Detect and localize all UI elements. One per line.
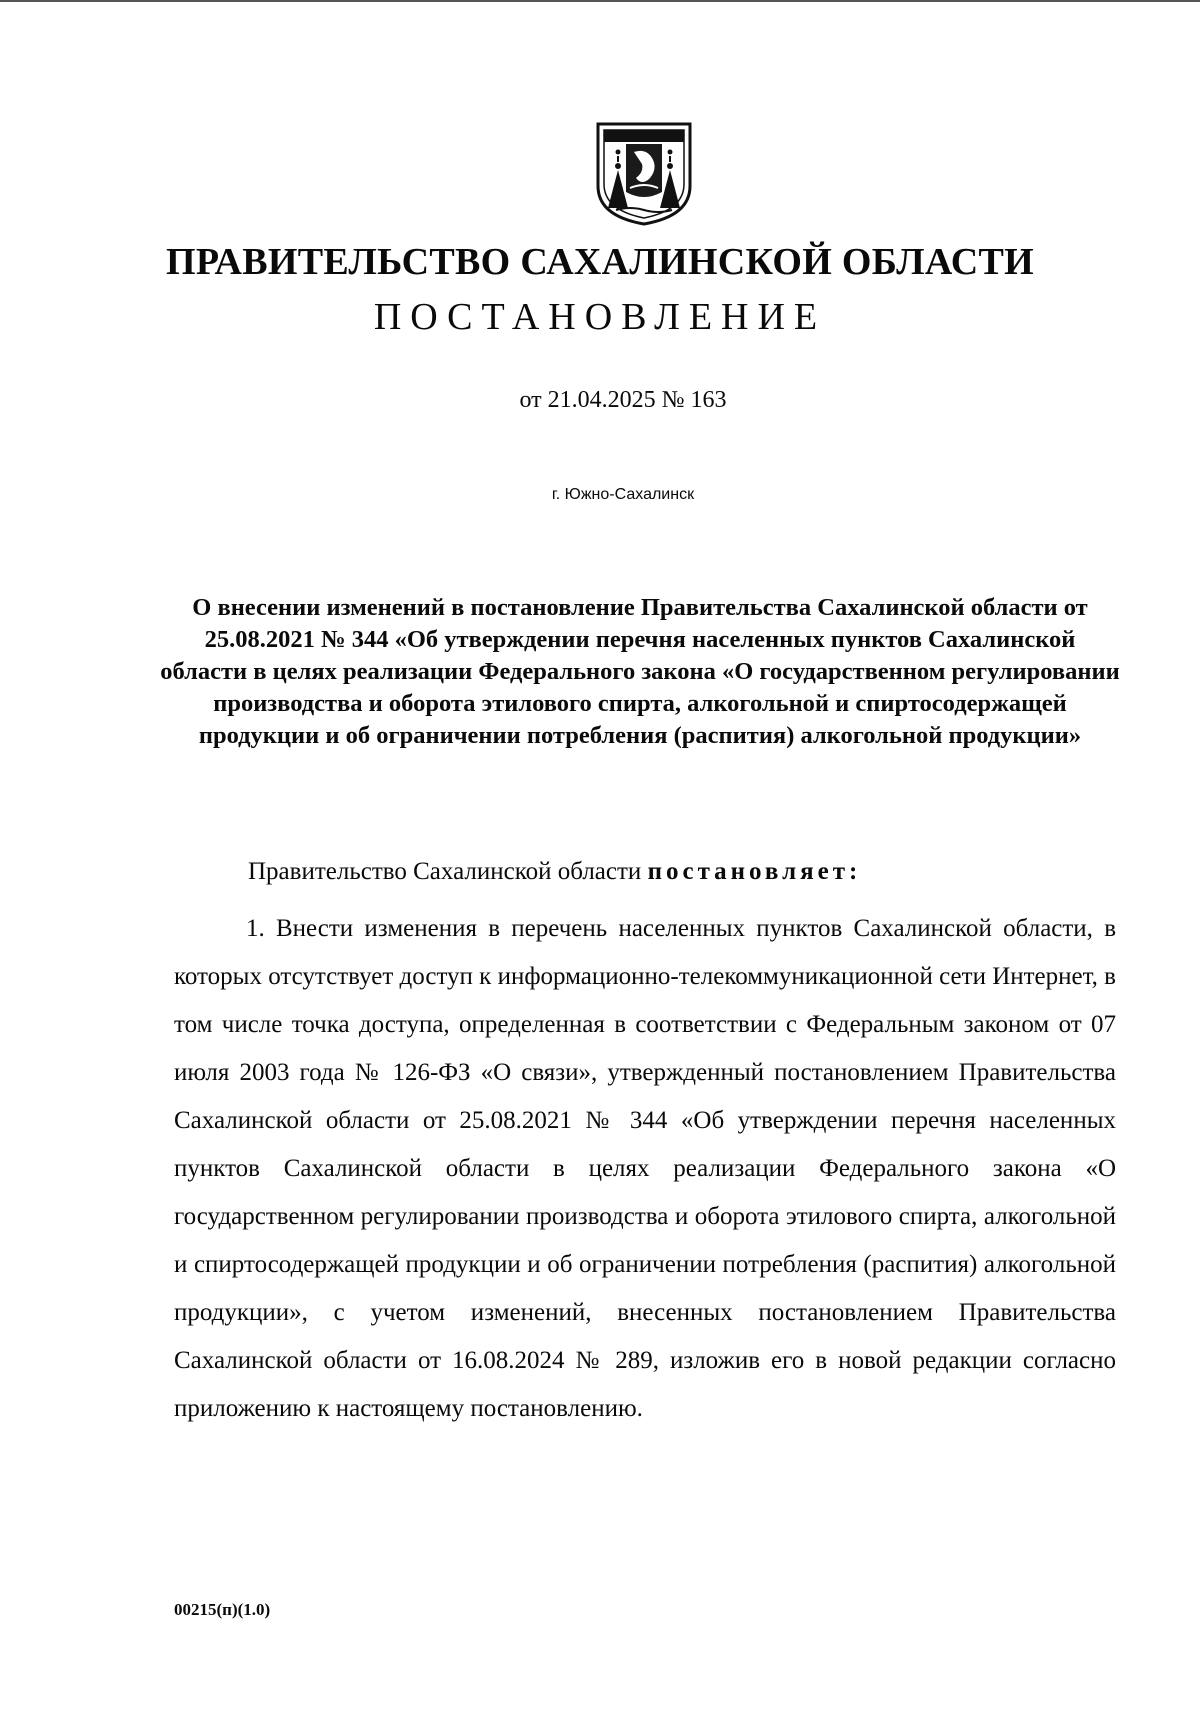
document-date-number: от 21.04.2025 № 163 [519, 387, 727, 413]
scan-edge [0, 0, 1200, 2]
sakhalin-coat-of-arms-icon [596, 122, 692, 226]
preamble [248, 858, 861, 886]
document-type-title: ПОСТАНОВЛЕНИЕ [373, 296, 827, 338]
paragraph-1: 1. Внести изменения в перечень населенных пунктов Сахалинской области, в которых отсутствует доступ к информационно-телекоммуникационной сети Интернет, в том числе точка доступа, определенная в соответствии с Федеральным законом от 07 июля 2003 года № 126-ФЗ «О связи», утвержденный постановлением Правительства Сахалинской области от 25.08.2021 № 344 «Об утверждении перечня населенных пунктов Сахалинской области в целях реализации Федерального закона «О государственном регулировании производства и оборота этилового спирта, алкогольной и спиртосодержащей продукции и об ограничении потребления (распития) алкогольной продукции», с учетом изменений, внесенных постановлением Правительства Сахалинской области от 16.08.2024 № 289, изложив его в новой редакции согласно приложению к настоящему постановлению. [174, 915, 1116, 1422]
preamble-verb: постановляет: [647, 858, 862, 885]
preamble-text: Правительство Сахалинской области [248, 858, 648, 885]
document-city: г. Южно-Сахалинск [551, 486, 695, 503]
government-title: ПРАВИТЕЛЬСТВО САХАЛИНСКОЙ ОБЛАСТИ [166, 241, 1034, 283]
form-code: 00215(п)(1.0) [174, 1600, 271, 1619]
document-subject: О внесении изменений в постановление Правительства Сахалинской области от 25.08.2021 № 344 «Об утверждении перечня населенных пунктов Сахалинской области в целях реализации Федерального закона «О государственном регулировании производства и оборота этилового спирта, алкогольной и спиртосодержащей продукции и об ограничении потребления (распития) алкогольной продукции» [160, 594, 1120, 749]
